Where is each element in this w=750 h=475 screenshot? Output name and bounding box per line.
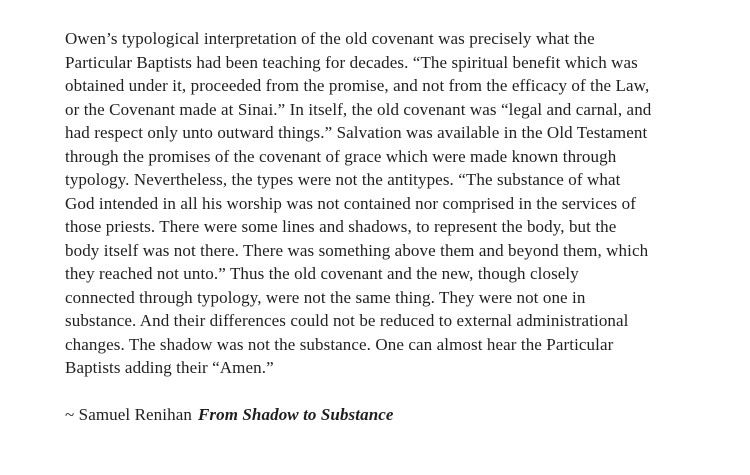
- quote-paragraph: [65, 27, 725, 380]
- attribution-line: [65, 403, 394, 427]
- quote-line-8: God intended in all his worship was not contained nor comprised in the services of: [65, 193, 636, 213]
- quote-line-4: or the Covenant made at Sinai.” In itself, the old covenant was “legal and carnal, and: [65, 99, 652, 119]
- quote-line-14: changes. The shadow was not the substance. One can almost hear the Particular: [65, 334, 614, 354]
- quote-line-5: had respect only unto outward things.” Salvation was available in the Old Testament: [65, 123, 648, 142]
- quote-line-6: through the promises of the covenant of grace which were made known through: [65, 146, 617, 166]
- quote-line-10: body itself was not there. There was something above them and beyond them, which: [65, 240, 649, 260]
- book-title: From Shadow to Substance: [197, 405, 394, 424]
- quote-line-1: Owen’s typological interpretation of the old covenant was precisely what the: [65, 29, 595, 48]
- quote-line-2: Particular Baptists had been teaching for decades. “The spiritual benefit which was: [65, 52, 638, 72]
- attribution-author: ~ Samuel Renihan: [65, 405, 192, 424]
- quote-line-13: substance. And their differences could not be reduced to external administrational: [65, 311, 629, 330]
- quote-line-15: Baptists adding their “Amen.”: [65, 358, 274, 377]
- quote-line-9: those priests. There were some lines and shadows, to represent the body, but the: [65, 217, 617, 236]
- quote-line-7: typology. Nevertheless, the types were not the antitypes. “The substance of what: [65, 170, 621, 189]
- quote-line-12: connected through typology, were not the same thing. They were not one in: [65, 287, 586, 307]
- quote-line-3: obtained under it, proceeded from the promise, and not from the efficacy of the Law,: [65, 76, 650, 95]
- quote-line-11: they reached not unto.” Thus the old covenant and the new, though closely: [65, 264, 579, 283]
